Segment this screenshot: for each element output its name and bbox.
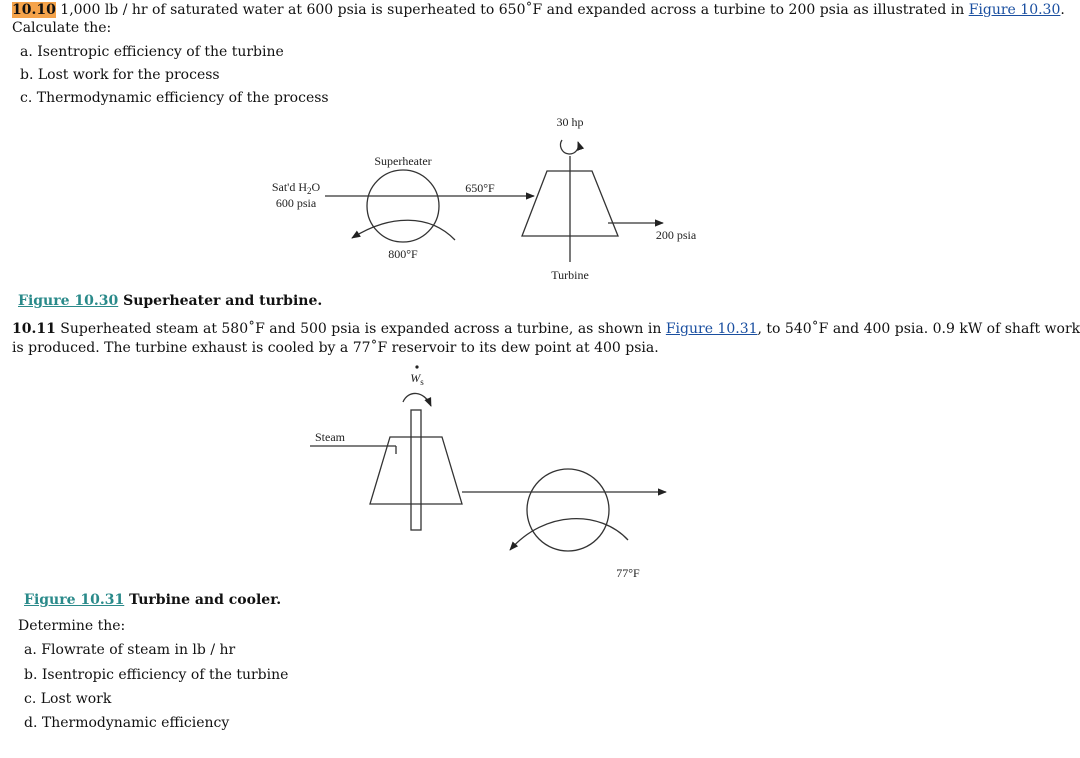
steam-label: Steam [315, 430, 345, 444]
figure-10-30-caption [18, 292, 322, 310]
problem-10-11-statement [12, 320, 1080, 338]
feed-pressure-label: 600 psia [275, 196, 317, 210]
cooler-circle [527, 469, 609, 551]
figure-10-31-caption-link[interactable]: Figure 10.31 [24, 592, 125, 608]
problem-10-11-statement-line-2: is produced. The turbine exhaust is cooled by a 77˚F reservoir to its dew point at 400 psia. [12, 340, 659, 356]
superheater-label: Superheater [374, 154, 432, 168]
power-label: 30 hp [556, 115, 584, 129]
cooler-temperature-label: 77°F [616, 566, 640, 580]
problem-text: 1,000 lb / hr of saturated water at 600 psia is superheated to 650˚F and expanded across a turbine to 200 psia as illustrated in [55, 2, 969, 18]
shaft-work-label: $W_s$ [410, 371, 424, 387]
figure-10-31-caption [24, 591, 281, 609]
problem-number: 10.10 [12, 2, 56, 18]
list-item: a. Flowrate of steam in lb / hr [24, 642, 236, 658]
rotation-arrow-icon [561, 140, 579, 154]
cooling-arrow-icon [510, 519, 628, 550]
list-item: d. Thermodynamic efficiency [24, 715, 230, 731]
caption-text: Superheater and turbine. [118, 293, 323, 309]
figure-10-31-link[interactable]: Figure 10.31 [665, 321, 758, 337]
caption-text: Turbine and cooler. [124, 592, 282, 608]
feed-label: Sat'd $H_2O$ [271, 180, 321, 196]
list-item: c. Lost work [24, 691, 112, 707]
problem-text-end: . [1060, 2, 1065, 18]
list-item: b. Isentropic efficiency of the turbine [24, 667, 289, 683]
turbine-shaft [411, 410, 421, 530]
problem-text-end: , to 540˚F and 400 psia. 0.9 kW of shaft work [757, 321, 1080, 337]
problem-number: 10.11 [12, 321, 56, 337]
figure-10-30-caption-link[interactable]: Figure 10.30 [18, 293, 119, 309]
problem-text: Superheated steam at 580˚F and 500 psia is expanded across a turbine, as shown in [55, 321, 666, 337]
list-item: b. Lost work for the process [20, 67, 220, 83]
ws-dot [415, 365, 418, 368]
temperature-label: 650°F [465, 181, 495, 195]
heating-arrow-icon [352, 220, 455, 240]
problem-10-10-statement [12, 1, 1065, 19]
problem-10-10-prompt: Calculate the: [12, 20, 112, 36]
figure-10-30-diagram [0, 112, 970, 282]
list-item: a. Isentropic efficiency of the turbine [20, 44, 284, 60]
turbine-shape [370, 437, 462, 504]
list-item: c. Thermodynamic efficiency of the process [20, 90, 329, 106]
rotation-arrow-icon [403, 393, 431, 406]
determine-prompt: Determine the: [18, 618, 126, 634]
superheater-circle [367, 170, 439, 242]
heater-temperature-label: 800°F [388, 247, 418, 261]
turbine-label: Turbine [551, 268, 589, 282]
outlet-pressure-label: 200 psia [655, 228, 697, 242]
figure-10-31-diagram [0, 360, 970, 580]
figure-10-30-link[interactable]: Figure 10.30 [968, 2, 1061, 18]
